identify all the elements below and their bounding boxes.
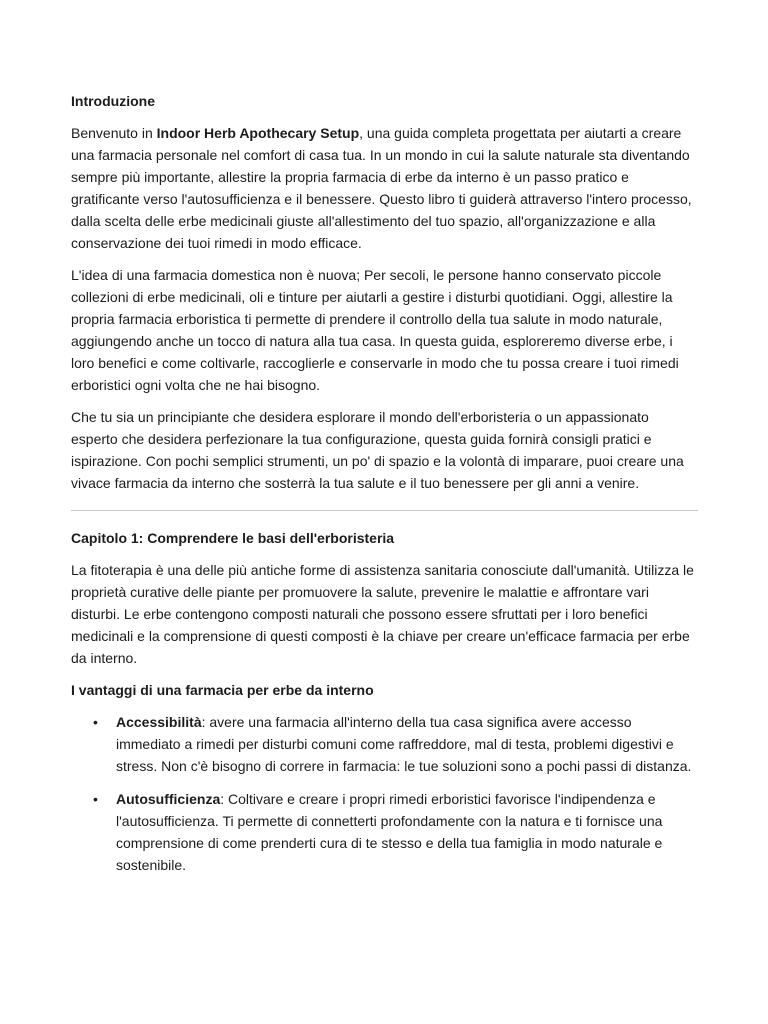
list-item-text: : Coltivare e creare i propri rimedi erboristici favorisce l'indipendenza e l'autosufficienza. Ti permette di connetterti profondamente con la natura e ti fornisce una comprensione di come prenderti cura di te stesso e della tua famiglia in modo naturale e sostenibile. bbox=[116, 791, 663, 873]
document-page bbox=[71, 90, 698, 887]
intro-p1-before: Benvenuto in bbox=[71, 125, 157, 141]
intro-heading: Introduzione bbox=[71, 93, 155, 109]
intro-paragraph-3: Che tu sia un principiante che desidera esplorare il mondo dell'erboristeria o un appassionato esperto che desidera perfezionare la tua configurazione, questa guida fornirà consigli pratici e ispirazione. Con pochi semplici strumenti, un po' di spazio e la volontà di imparare, puoi creare una vivace farmacia da interno che sosterrà la tua salute e il tuo benessere per gli anni a venire. bbox=[71, 409, 684, 491]
chapter-1-heading: Capitolo 1: Comprendere le basi dell'erboristeria bbox=[71, 530, 395, 546]
list-item-text: : avere una farmacia all'interno della tua casa significa avere accesso immediato a rimedi per disturbi comuni come raffreddore, mal di testa, problemi digestivi e stress. Non c'è bisogno di correre in farmacia: le tue soluzioni sono a pochi passi di distanza. bbox=[116, 714, 692, 774]
chapter-1-paragraph-1: La fitoterapia è una delle più antiche forme di assistenza sanitaria conosciute dall'umanità. Utilizza le proprietà curative delle piante per promuovere la salute, prevenire le malattie e affrontare vari disturbi. Le erbe contengono composti naturali che possono essere sfruttati per i loro benefici medicinali e la comprensione di questi composti è la chiave per creare un'efficace farmacia per erbe da interno. bbox=[71, 562, 694, 666]
intro-p1-after: , una guida completa progettata per aiutarti a creare una farmacia personale nel comfort di casa tua. In un mondo in cui la salute naturale sta diventando sempre più importante, allestire la propria farmacia di erbe da interno è un passo pratico e gratificante verso l'autosufficienza e il benessere. Questo libro ti guiderà attraverso l'intero processo, dalla scelta delle erbe medicinali giuste all'allestimento del tuo spazio, all'organizzazione e alla conservazione dei tuoi rimedi in modo efficace. bbox=[71, 125, 692, 251]
benefits-list bbox=[71, 711, 698, 876]
intro-paragraph-1 bbox=[71, 122, 698, 254]
list-item bbox=[116, 788, 698, 876]
list-item-term: Accessibilità bbox=[116, 714, 202, 730]
intro-paragraph-2: L'idea di una farmacia domestica non è nuova; Per secoli, le persone hanno conservato piccole collezioni di erbe medicinali, oli e tinture per aiutarli a gestire i disturbi quotidiani. Oggi, allestire la propria farmacia erboristica ti permette di prendere il controllo della tua salute in modo naturale, aggiungendo anche un tocco di natura alla tua casa. In questa guida, esploreremo diverse erbe, i loro benefici e come coltivarle, raccoglierle e conservarle in modo che tu possa creare i tuoi rimedi erboristici ogni volta che ne hai bisogno. bbox=[71, 267, 679, 393]
list-item bbox=[116, 711, 698, 777]
book-title: Indoor Herb Apothecary Setup bbox=[156, 125, 360, 141]
list-item-term: Autosufficienza bbox=[116, 791, 221, 807]
benefits-subheading: I vantaggi di una farmacia per erbe da interno bbox=[71, 682, 374, 698]
section-divider bbox=[71, 510, 698, 511]
